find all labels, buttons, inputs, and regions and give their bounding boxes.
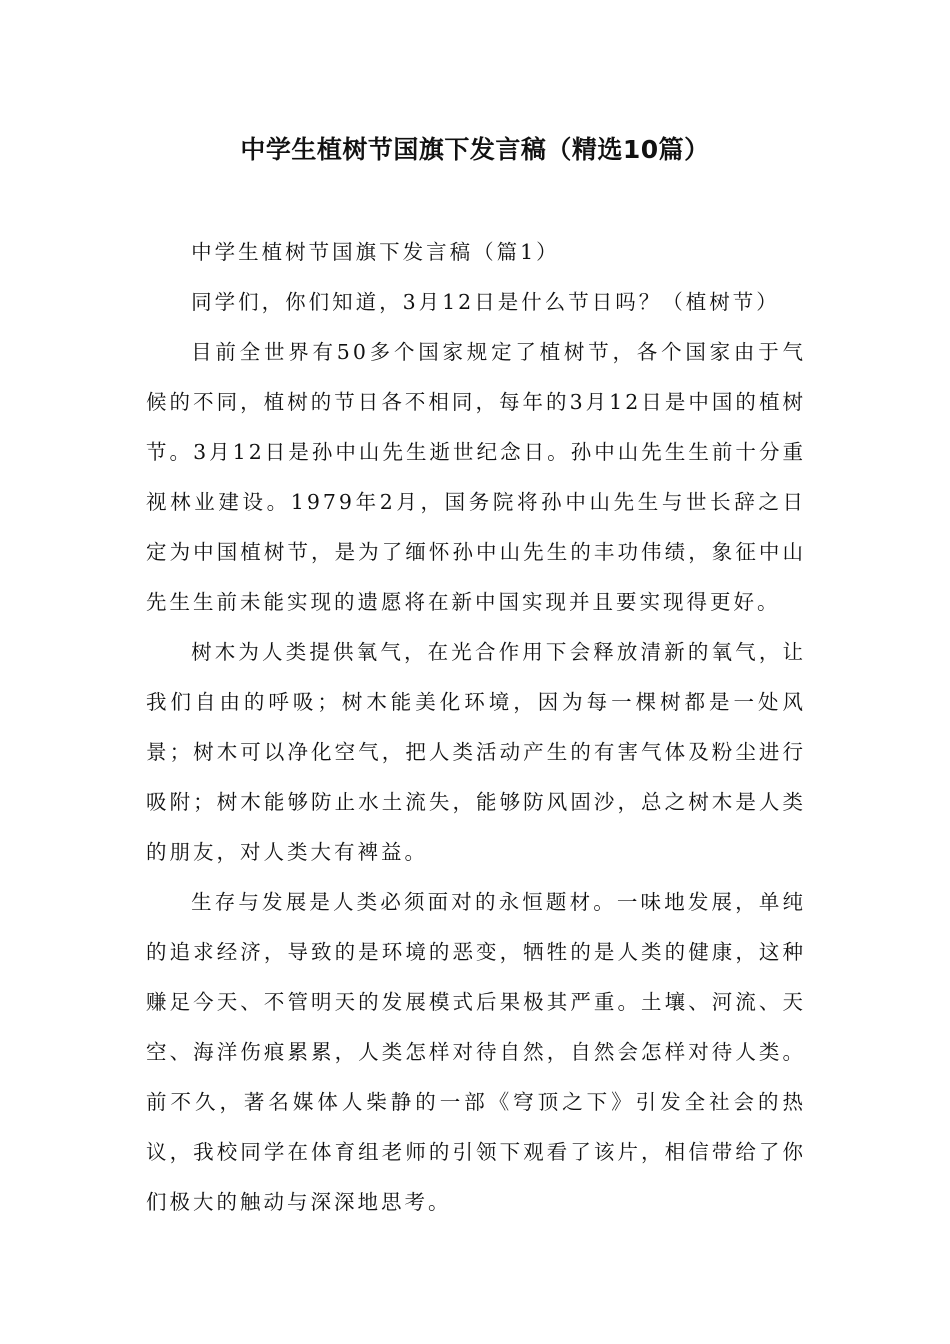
section-heading: 中学生植树节国旗下发言稿（篇1） bbox=[191, 240, 560, 264]
paragraph: 同学们，你们知道，3月12日是什么节日吗？（植树节） bbox=[191, 290, 780, 314]
paragraph: 生存与发展是人类必须面对的永恒题材。一味地发展，单纯的追求经济，导致的是环境的恶变，牺牲的是人类的健康，这种赚足今天、不管明天的发展模式后果极其严重。土壤、河流、天空、海洋伤痕累累，人类怎样对待自然，自然会怎样对待人类。前不久，著名媒体人柴静的一部《穹顶之下》引发全社会的热议，我校同学在体育组老师的引领下观看了该片，相信带给了你们极大的触动与深深地思考。 bbox=[146, 890, 806, 1214]
document-body bbox=[146, 227, 806, 1227]
document-title: 中学生植树节国旗下发言稿（精选10篇） bbox=[240, 135, 710, 164]
paragraph: 树木为人类提供氧气，在光合作用下会释放清新的氧气，让我们自由的呼吸；树木能美化环境，因为每一棵树都是一处风景；树木可以净化空气，把人类活动产生的有害气体及粉尘进行吸附；树木能够防止水土流失，能够防风固沙，总之树木是人类的朋友，对人类大有裨益。 bbox=[146, 640, 806, 864]
paragraph: 目前全世界有50多个国家规定了植树节，各个国家由于气候的不同，植树的节日各不相同，每年的3月12日是中国的植树节。3月12日是孙中山先生逝世纪念日。孙中山先生生前十分重视林业建设。1979年2月，国务院将孙中山先生与世长辞之日定为中国植树节，是为了缅怀孙中山先生的丰功伟绩，象征中山先生生前未能实现的遗愿将在新中国实现并且要实现得更好。 bbox=[146, 340, 806, 614]
